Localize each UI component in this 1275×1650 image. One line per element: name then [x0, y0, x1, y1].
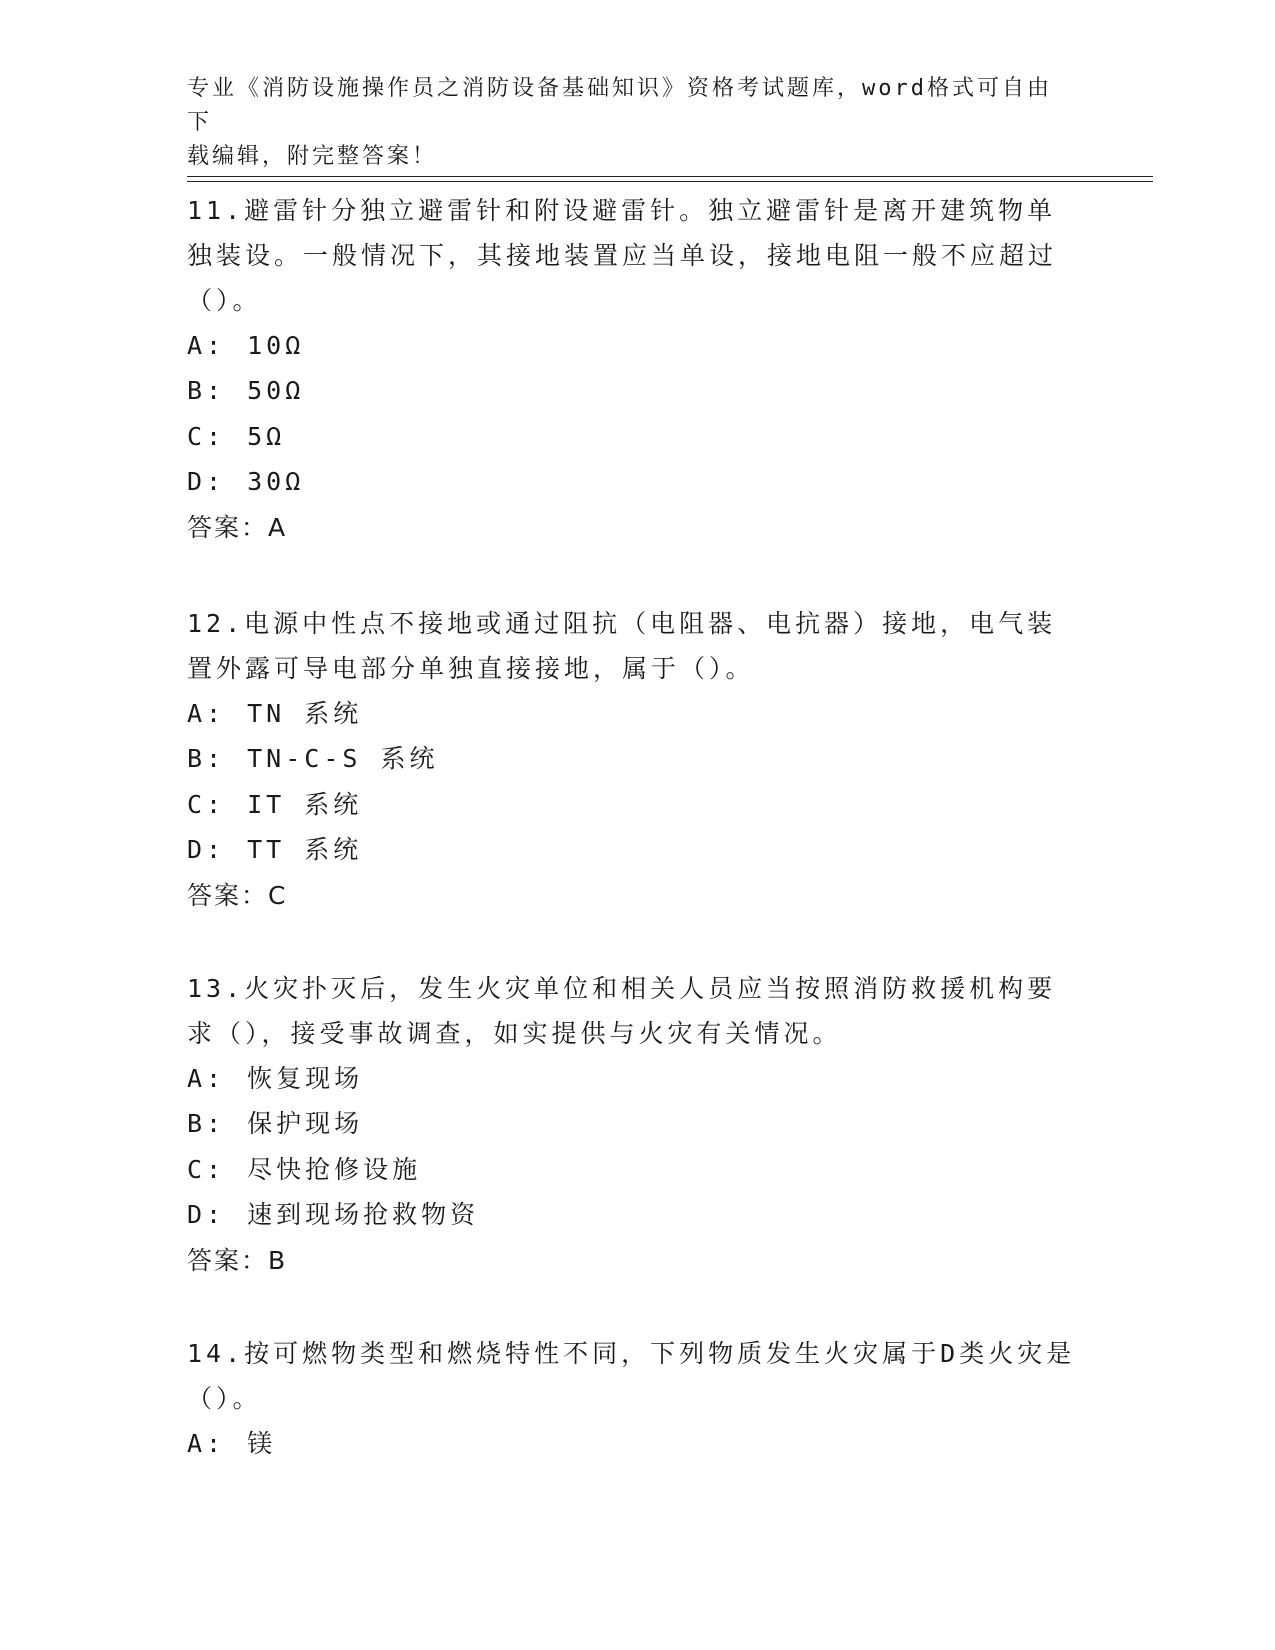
option-text: TN-C-S 系统 [247, 744, 439, 774]
header-divider-top [187, 176, 1153, 177]
option-key: B: [187, 1109, 226, 1139]
option-text: TT 系统 [247, 835, 363, 865]
answer-line: 答案：B [187, 1245, 288, 1275]
option-text: 10Ω [247, 330, 305, 360]
question-13 [187, 966, 1077, 1283]
option-key: C: [187, 789, 226, 819]
option-key: D: [187, 467, 226, 497]
question-14 [187, 1331, 1077, 1467]
option-text: 镁 [247, 1428, 277, 1458]
question-stem: 13.火灾扑灭后，发生火灾单位和相关人员应当按照消防救援机构要求（），接受事故调查，如实提供与火灾有关情况。 [187, 974, 1057, 1048]
answer-line: 答案：C [187, 880, 288, 910]
question-11 [187, 188, 1077, 550]
option-a [187, 1421, 1077, 1467]
header-line-1: 专业《消防设施操作员之消防设备基础知识》资格考试题库，word格式可自由下 [187, 76, 1052, 135]
option-text: 尽快抢修设施 [247, 1154, 422, 1184]
option-text: IT 系统 [247, 789, 363, 819]
document-header [187, 72, 1067, 174]
question-12 [187, 601, 1077, 918]
question-stem: 11.避雷针分独立避雷针和附设避雷针。独立避雷针是离开建筑物单独装设。一般情况下，其接地装置应当单设，接地电阻一般不应超过（）。 [187, 196, 1058, 315]
option-key: C: [187, 421, 226, 451]
option-a [187, 691, 1077, 737]
option-text: 5Ω [247, 421, 286, 451]
option-a [187, 323, 1077, 369]
option-b [187, 737, 1077, 783]
option-text: 50Ω [247, 376, 305, 406]
option-key: C: [187, 1154, 226, 1184]
option-text: 恢复现场 [247, 1063, 364, 1093]
option-d [187, 1193, 1077, 1239]
option-text: 速到现场抢救物资 [247, 1200, 480, 1230]
option-text: 30Ω [247, 467, 305, 497]
option-key: B: [187, 744, 226, 774]
option-key: D: [187, 835, 226, 865]
option-key: D: [187, 1200, 226, 1230]
option-text: 保护现场 [247, 1109, 364, 1139]
question-stem: 12.电源中性点不接地或通过阻抗（电阻器、电抗器）接地，电气装置外露可导电部分单独直接接地，属于（）。 [187, 609, 1057, 683]
option-c [187, 414, 1077, 460]
option-key: B: [187, 376, 226, 406]
option-key: A: [187, 1428, 226, 1458]
option-a [187, 1056, 1077, 1102]
option-text: TN 系统 [247, 698, 363, 728]
option-key: A: [187, 1063, 226, 1093]
option-c [187, 782, 1077, 828]
header-line-2: 载编辑，附完整答案！ [187, 144, 438, 169]
option-b [187, 1102, 1077, 1148]
answer-line: 答案：A [187, 512, 288, 542]
option-key: A: [187, 330, 226, 360]
question-stem: 14.按可燃物类型和燃烧特性不同，下列物质发生火灾属于D类火灾是（）。 [187, 1339, 1076, 1413]
header-divider-bottom [187, 181, 1153, 182]
option-key: A: [187, 698, 226, 728]
option-d [187, 460, 1077, 506]
option-b [187, 369, 1077, 415]
option-d [187, 828, 1077, 874]
option-c [187, 1147, 1077, 1193]
